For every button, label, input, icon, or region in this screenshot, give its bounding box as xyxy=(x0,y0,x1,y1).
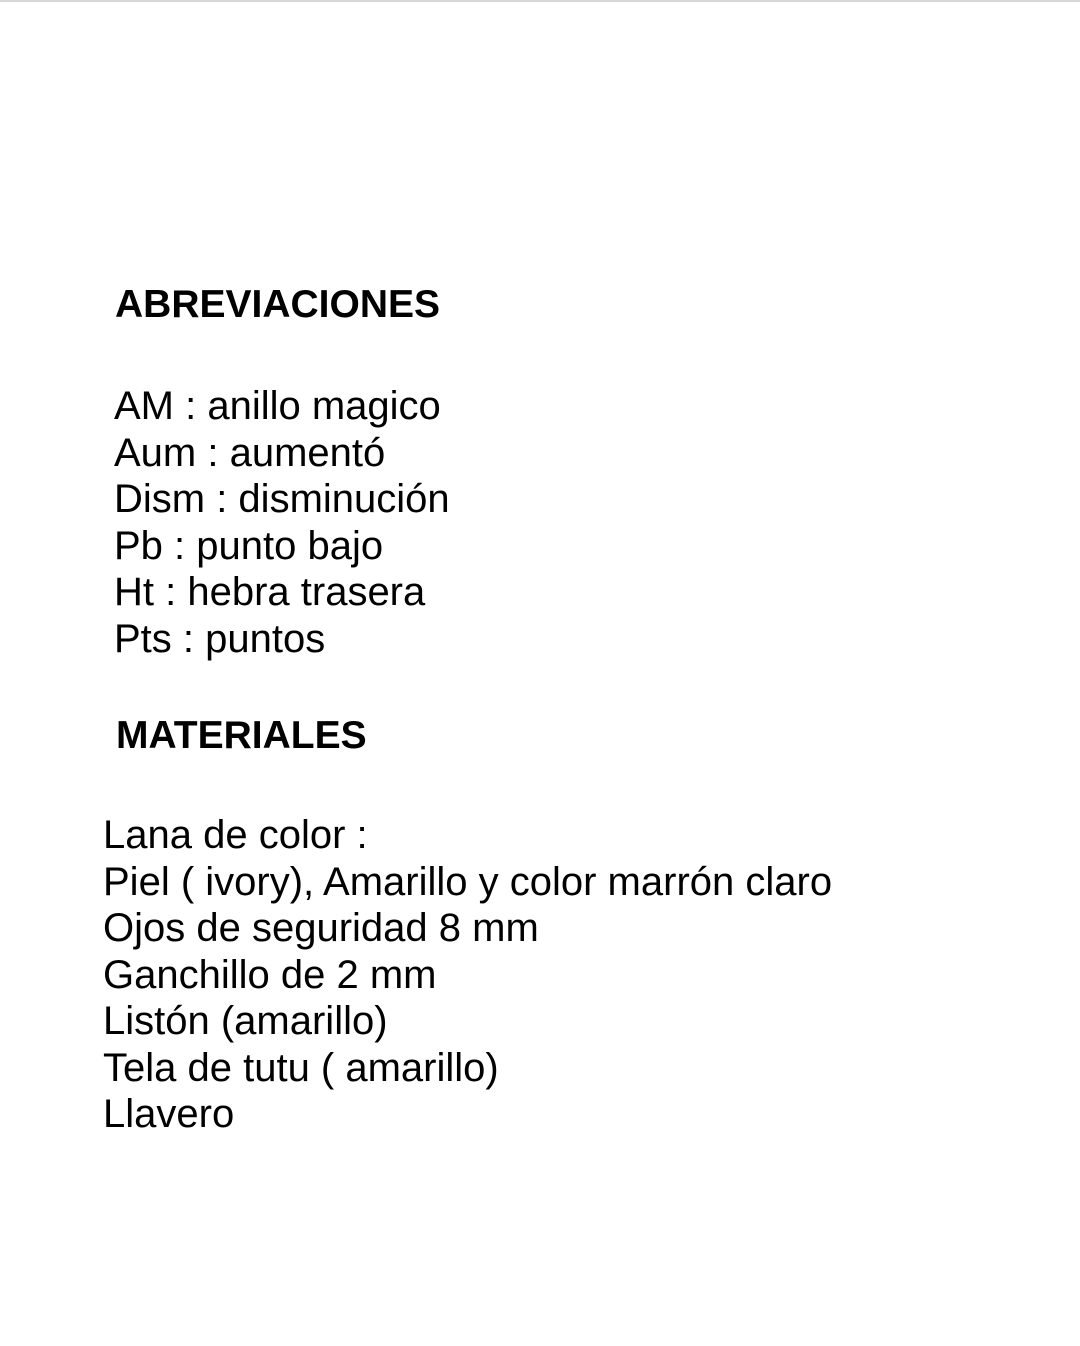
material-item: Ojos de seguridad 8 mm xyxy=(103,906,539,950)
material-item: Piel ( ivory), Amarillo y color marrón claro xyxy=(103,859,833,904)
materials-heading: MATERIALES xyxy=(116,714,367,757)
material-item: Listón (amarillo) xyxy=(103,999,388,1043)
abbreviations-heading: ABREVIACIONES xyxy=(115,283,441,326)
abbreviation-item: Pts : puntos xyxy=(114,616,326,661)
material-item: Tela de tutu ( amarillo) xyxy=(103,1045,499,1090)
top-divider xyxy=(0,0,1080,2)
abbreviation-item: Aum : aumentó xyxy=(114,430,386,475)
abbreviation-item: Pb : punto bajo xyxy=(114,523,384,568)
material-item: Lana de color : xyxy=(103,813,368,857)
abbreviations-list xyxy=(114,383,450,662)
material-item: Ganchillo de 2 mm xyxy=(103,952,437,997)
abbreviation-item: Dism : disminución xyxy=(114,477,450,521)
material-item: Llavero xyxy=(103,1092,235,1136)
materials-list xyxy=(103,812,832,1138)
abbreviation-item: Ht : hebra trasera xyxy=(114,570,426,614)
abbreviation-item: AM : anillo magico xyxy=(114,384,441,428)
